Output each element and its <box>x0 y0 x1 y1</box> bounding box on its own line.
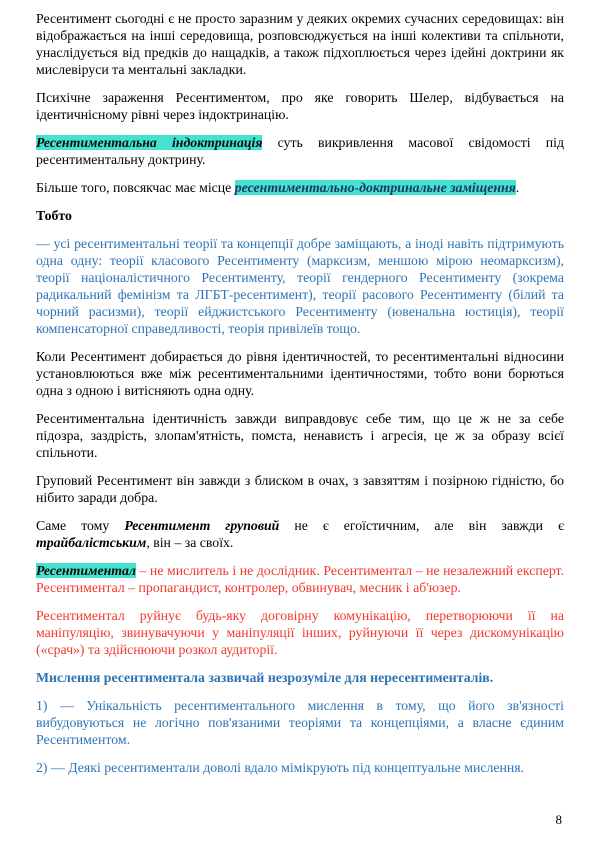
text-run: 1) — Унікальність ресентиментального мислення в тому, що його зв'язності вибудовуються не логічно пов'язаними теоріями та концепціями, а власне єдиним Ресентиментом. <box>36 698 564 747</box>
text-run: Ресентиментальна індоктринація <box>36 135 263 150</box>
paragraph-4 <box>36 179 564 196</box>
document-body <box>36 10 564 776</box>
paragraph-12 <box>36 607 564 658</box>
text-run: Ресентимент груповий <box>124 518 280 533</box>
text-run: Ресентимент сьогодні є не просто заразним у деяких окремих сучасних середовищах: він відображається на інші середовища, розповсюджується на інші колективи та спільноти, унаслідується від предків до нащадків, а також підхоплюється через ідейні доктрини як мислевіруси та ментальні закладки. <box>36 11 564 77</box>
text-run: не є егоїстичним, але він завжди є <box>279 518 564 533</box>
text-run: Ресентиментал руйнує будь-яку договірну комунікацію, перетворюючи її на маніпуляцію, звинувачуючи у маніпуляції інших, руйнуючи її через дискомунікацію («срач») та здійснюючи розкол аудиторії. <box>36 608 564 657</box>
paragraph-5 <box>36 207 564 224</box>
text-run: Коли Ресентимент добирається до рівня ідентичностей, то ресентиментальні відносини установлюються вже між ресентиментальними ідентичностями, тобто вони борються одна з одною і витісняють одна одну. <box>36 349 564 398</box>
text-run: ресентиментально-доктринальне заміщення <box>234 180 516 195</box>
text-run: Тобто <box>36 208 72 223</box>
text-run: , він – за своїх. <box>146 535 234 550</box>
paragraph-13 <box>36 669 564 686</box>
text-run: Більше того, повсякчас має місце <box>36 180 235 195</box>
text-run: — усі ресентиментальні теорії та концепції добре заміщають, а іноді навіть підтримують одна одну: теорії класового Ресентименту (марксизм, меншою мірою неомарксизм), теорії націоналістичного Ресентименту, теорії гендерного Ресентименту (зокрема радикальний фемінізм та ЛГБТ-ресентимент), теорії расового Ресентименту (білий та чорний расизми), теорії ейджистського Ресентименту (ювенальна юстиція), теорії компенсаторної справедливості, теорія привілеїв тощо. <box>36 236 564 336</box>
text-run: Ресентиментал <box>36 563 136 578</box>
paragraph-6 <box>36 235 564 337</box>
paragraph-15 <box>36 759 564 776</box>
text-run: Саме тому <box>36 518 125 533</box>
text-run: трайбалістським <box>36 535 147 550</box>
paragraph-3 <box>36 134 564 168</box>
text-run: Груповий Ресентимент він завжди з блиском в очах, з завзяттям і позірною гідністю, бо нібито заради добра. <box>36 473 564 505</box>
text-run: 2) — Деякі ресентиментали доволі вдало мімікрують під концептуальне мислення. <box>36 760 525 775</box>
paragraph-2 <box>36 89 564 123</box>
paragraph-1 <box>36 10 564 78</box>
paragraph-10 <box>36 517 564 551</box>
text-run: Психічне зараження Ресентиментом, про яке говорить Шелер, відбувається на ідентичнісному рівні через індоктринацію. <box>36 90 564 122</box>
text-run: . <box>515 180 520 195</box>
paragraph-9 <box>36 472 564 506</box>
page-number: 8 <box>555 812 562 827</box>
paragraph-14 <box>36 697 564 748</box>
text-run: суть викривлення масової свідомості під ресентиментальну доктрину. <box>36 135 564 167</box>
paragraph-8 <box>36 410 564 461</box>
paragraph-11 <box>36 562 564 596</box>
text-run: Ресентиментальна ідентичність завжди виправдовує себе тим, що це ж не за себе підозра, заздрість, злопам'ятність, помста, ненависть і агресія, це ж за образу всієї спільноти. <box>36 411 564 460</box>
paragraph-7 <box>36 348 564 399</box>
text-run: Мислення ресентиментала зазвичай незрозуміле для нересентименталів. <box>36 670 494 685</box>
text-run: – не мислитель і не дослідник. Ресентиментал – не незалежний експерт. Ресентиментал – пропагандист, контролер, обвинувач, месник і аб'юзер. <box>36 563 564 595</box>
